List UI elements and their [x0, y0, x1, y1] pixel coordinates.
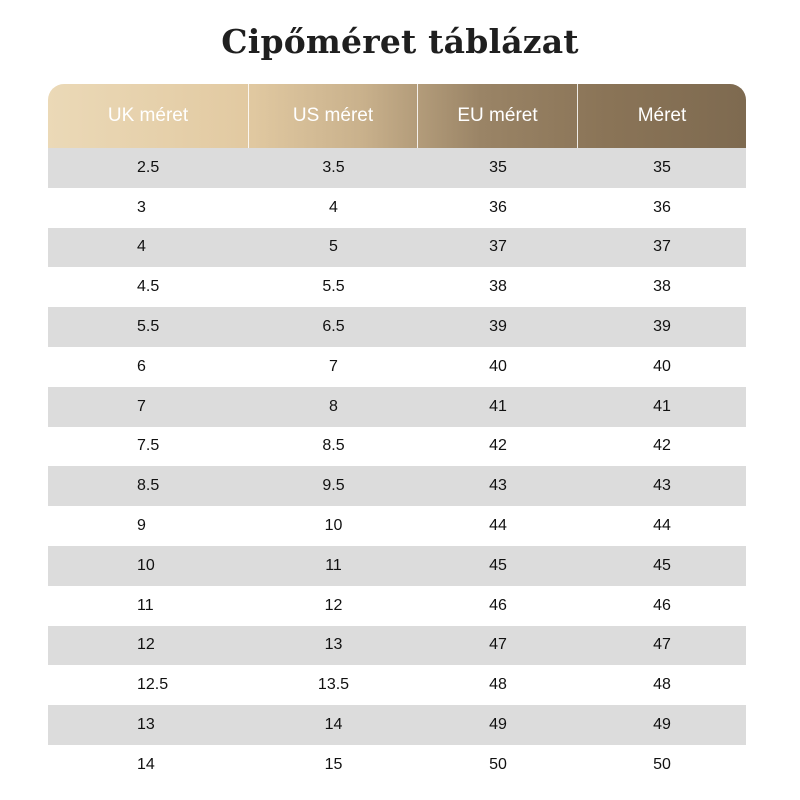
cell-size: 39: [653, 318, 671, 336]
table-row: [48, 626, 746, 666]
cell-size: 46: [653, 596, 671, 614]
cell-uk-size: 2.5: [137, 158, 160, 176]
cell-eu-size: 43: [489, 477, 507, 495]
table-row: [48, 586, 746, 626]
cell-uk-size: 3: [137, 198, 146, 216]
cell-eu-size: 36: [489, 198, 507, 216]
cell-us-size: 9.5: [322, 477, 345, 495]
cell-size: 38: [653, 278, 671, 296]
cell-us-size: 8.5: [322, 437, 345, 455]
cell-uk-size: 9: [137, 517, 146, 535]
cell-size: 40: [653, 357, 671, 375]
cell-size: 44: [653, 517, 671, 535]
cell-uk-size: 5.5: [137, 318, 160, 336]
cell-uk-size: 11: [137, 596, 154, 614]
cell-eu-size: 45: [489, 556, 507, 574]
header-us-size: US méret: [249, 84, 418, 148]
cell-eu-size: 47: [489, 636, 507, 654]
table-row: [48, 546, 746, 586]
cell-uk-size: 6: [137, 357, 146, 375]
table-row: [48, 347, 746, 387]
cell-us-size: 5: [329, 238, 338, 256]
cell-size: 45: [653, 556, 671, 574]
cell-uk-size: 14: [137, 755, 155, 773]
cell-eu-size: 35: [489, 158, 507, 176]
cell-size: 49: [653, 716, 671, 734]
cell-eu-size: 49: [489, 716, 507, 734]
cell-eu-size: 44: [489, 517, 507, 535]
cell-us-size: 10: [324, 517, 343, 535]
cell-eu-size: 39: [489, 318, 507, 336]
table-body: [48, 148, 746, 785]
cell-uk-size: 8.5: [137, 477, 160, 495]
table-row: [48, 267, 746, 307]
table-row: [48, 466, 746, 506]
header-uk-size: UK méret: [48, 84, 249, 148]
cell-uk-size: 13: [137, 716, 155, 734]
table-row: [48, 506, 746, 546]
cell-uk-size: 12.5: [137, 676, 169, 694]
cell-uk-size: 7.5: [137, 437, 160, 455]
cell-us-size: 5.5: [322, 278, 345, 296]
size-chart-table: [48, 84, 746, 785]
cell-us-size: 11: [325, 556, 342, 574]
cell-eu-size: 46: [489, 596, 507, 614]
cell-size: 41: [653, 397, 671, 415]
cell-us-size: 15: [324, 755, 343, 773]
header-size: Méret: [637, 105, 687, 126]
table-header: [48, 84, 746, 148]
cell-us-size: 3.5: [322, 158, 345, 176]
cell-us-size: 14: [324, 716, 343, 734]
cell-uk-size: 4.5: [137, 278, 160, 296]
cell-uk-size: 12: [137, 636, 155, 654]
table-row: [48, 427, 746, 467]
cell-eu-size: 50: [489, 755, 507, 773]
table-row: [48, 228, 746, 268]
cell-us-size: 13.5: [317, 676, 350, 694]
cell-size: 35: [653, 158, 671, 176]
table-row: [48, 665, 746, 705]
cell-eu-size: 41: [489, 397, 507, 415]
cell-us-size: 7: [329, 357, 338, 375]
table-row: [48, 745, 746, 785]
cell-eu-size: 42: [489, 437, 507, 455]
cell-us-size: 8: [329, 397, 338, 415]
cell-uk-size: 10: [137, 556, 155, 574]
cell-size: 36: [653, 198, 671, 216]
cell-eu-size: 40: [489, 357, 507, 375]
cell-eu-size: 37: [489, 238, 507, 256]
cell-size: 50: [653, 755, 671, 773]
header-eu-size: EU méret: [418, 84, 578, 148]
cell-size: 43: [653, 477, 671, 495]
table-row: [48, 705, 746, 745]
cell-size: 42: [653, 437, 671, 455]
cell-eu-size: 38: [489, 278, 507, 296]
cell-size: 48: [653, 676, 671, 694]
cell-uk-size: 4: [137, 238, 146, 256]
cell-us-size: 6.5: [322, 318, 345, 336]
cell-size: 37: [653, 238, 671, 256]
table-row: [48, 188, 746, 228]
cell-eu-size: 48: [489, 676, 507, 694]
table-row: [48, 307, 746, 347]
cell-size: 47: [653, 636, 671, 654]
table-row: [48, 387, 746, 427]
page-title: Cipőméret táblázat: [221, 22, 579, 61]
table-row: [48, 148, 746, 188]
cell-us-size: 12: [324, 596, 343, 614]
cell-us-size: 13: [324, 636, 343, 654]
cell-uk-size: 7: [137, 397, 146, 415]
cell-us-size: 4: [329, 198, 338, 216]
